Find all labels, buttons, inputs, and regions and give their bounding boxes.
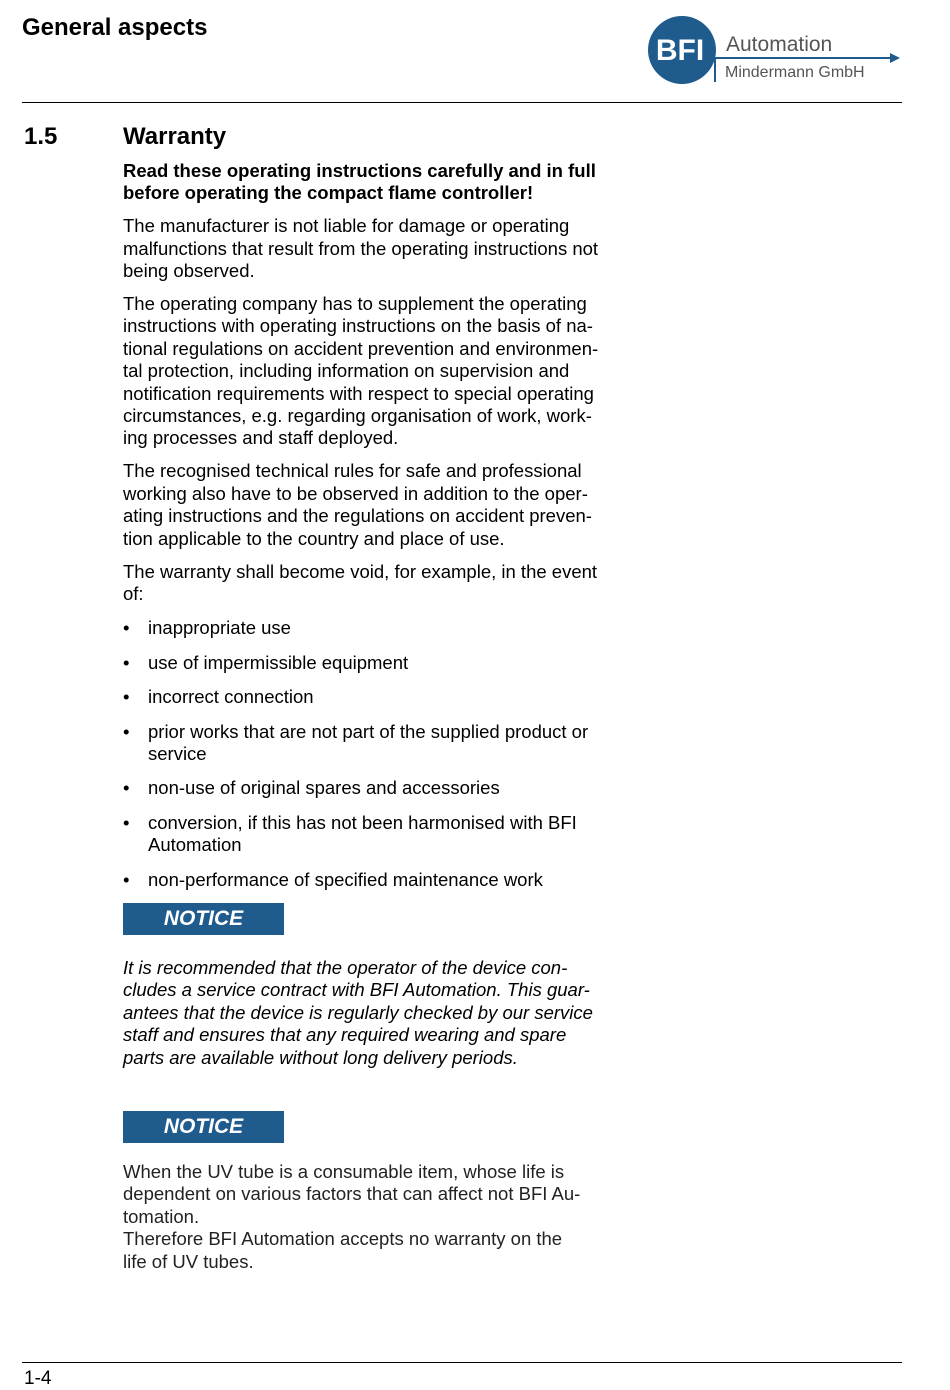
list-item	[123, 686, 633, 708]
text-line: being observed.	[123, 260, 255, 282]
text-line: use of impermissible equipment	[148, 651, 409, 673]
logo-line2: Mindermann GmbH	[725, 64, 865, 81]
list-item	[123, 869, 633, 891]
bullet-icon: •	[123, 811, 130, 833]
text-line: ating instructions and the regulations on accident preven-	[123, 505, 592, 527]
text-line: circumstances, e.g. regarding organisation of work, work-	[123, 405, 592, 427]
text-line: When the UV tube is a consumable item, whose life is	[123, 1161, 565, 1182]
footer-rule	[22, 1362, 902, 1363]
text-line: conversion, if this has not been harmonised with BFI	[148, 811, 577, 833]
bullet-icon: •	[123, 651, 130, 673]
text-line: tomation.	[123, 1205, 200, 1227]
list-item	[123, 721, 633, 766]
text-line: service	[148, 742, 207, 764]
paragraphs	[123, 215, 633, 605]
header-rule	[22, 102, 902, 103]
logo-mark: BFI	[655, 34, 705, 67]
text-line: notification requirements with respect to special operating	[123, 382, 594, 404]
body-paragraph	[123, 561, 633, 606]
notice-badge: NOTICE	[123, 903, 284, 935]
notice-text	[123, 1161, 633, 1273]
logo-arrow-head	[890, 53, 900, 63]
intro-line: before operating the compact flame controller!	[123, 182, 534, 204]
text-line: tion applicable to the country and place of use.	[123, 527, 505, 549]
section-title: Warranty	[123, 123, 227, 150]
text-line: dependent on various factors that can affect not BFI Au-	[123, 1183, 581, 1205]
text-line: inappropriate use	[148, 617, 291, 639]
body-paragraph	[123, 215, 633, 282]
text-line: instructions with operating instructions on the basis of na-	[123, 315, 593, 337]
text-line: working also have to be observed in addition to the oper-	[123, 482, 588, 504]
list-item	[123, 652, 633, 674]
bullet-icon: •	[123, 720, 130, 742]
text-line: The recognised technical rules for safe and professional	[123, 460, 582, 482]
header-title: General aspects	[22, 14, 208, 41]
text-line: life of UV tubes.	[123, 1250, 254, 1272]
notice-text	[123, 957, 633, 1069]
body-paragraph	[123, 460, 633, 550]
list-item	[123, 777, 633, 799]
bullet-icon: •	[123, 777, 130, 799]
text-line: The manufacturer is not liable for damage or operating	[123, 215, 570, 237]
bullet-icon: •	[123, 686, 130, 708]
void-conditions-list	[123, 617, 633, 891]
text-line: The warranty shall become void, for example, in the event	[123, 560, 598, 582]
text-line: Therefore BFI Automation accepts no warranty on the	[123, 1228, 563, 1250]
text-line: antees that the device is regularly checked by our service	[123, 1001, 593, 1023]
logo-line1: Automation	[726, 33, 833, 56]
text-line: The operating company has to supplement the operating	[123, 293, 587, 315]
intro-line: Read these operating instructions carefully and in full	[123, 160, 596, 181]
text-line: cludes a service contract with BFI Automation. This guar-	[123, 979, 590, 1001]
list-item	[123, 812, 633, 857]
page-number: 1-4	[24, 1368, 52, 1389]
body-paragraph	[123, 293, 633, 450]
notice-badge: NOTICE	[123, 1111, 284, 1143]
list-item	[123, 617, 633, 639]
text-line: It is recommended that the operator of the device con-	[123, 956, 568, 978]
text-line: non-performance of specified maintenance work	[148, 868, 543, 890]
text-line: tal protection, including information on supervision and	[123, 360, 570, 382]
text-line: malfunctions that result from the operating instructions not	[123, 237, 599, 259]
intro-paragraph	[123, 160, 633, 205]
text-line: parts are available without long delivery periods.	[123, 1046, 518, 1068]
text-line: prior works that are not part of the supplied product or	[148, 720, 589, 742]
text-line: incorrect connection	[148, 686, 314, 708]
text-line: non-use of original spares and accessories	[148, 777, 500, 799]
text-line: tional regulations on accident prevention and environmen-	[123, 337, 599, 359]
bullet-icon: •	[123, 617, 130, 639]
text-line: of:	[123, 582, 144, 604]
text-line: Automation	[148, 834, 242, 856]
company-logo	[648, 14, 900, 86]
section-body	[123, 160, 633, 1273]
section-number: 1.5	[24, 123, 58, 150]
text-line: staff and ensures that any required wearing and spare	[123, 1024, 567, 1046]
text-line: ing processes and staff deployed.	[123, 427, 399, 449]
bullet-icon: •	[123, 868, 130, 890]
